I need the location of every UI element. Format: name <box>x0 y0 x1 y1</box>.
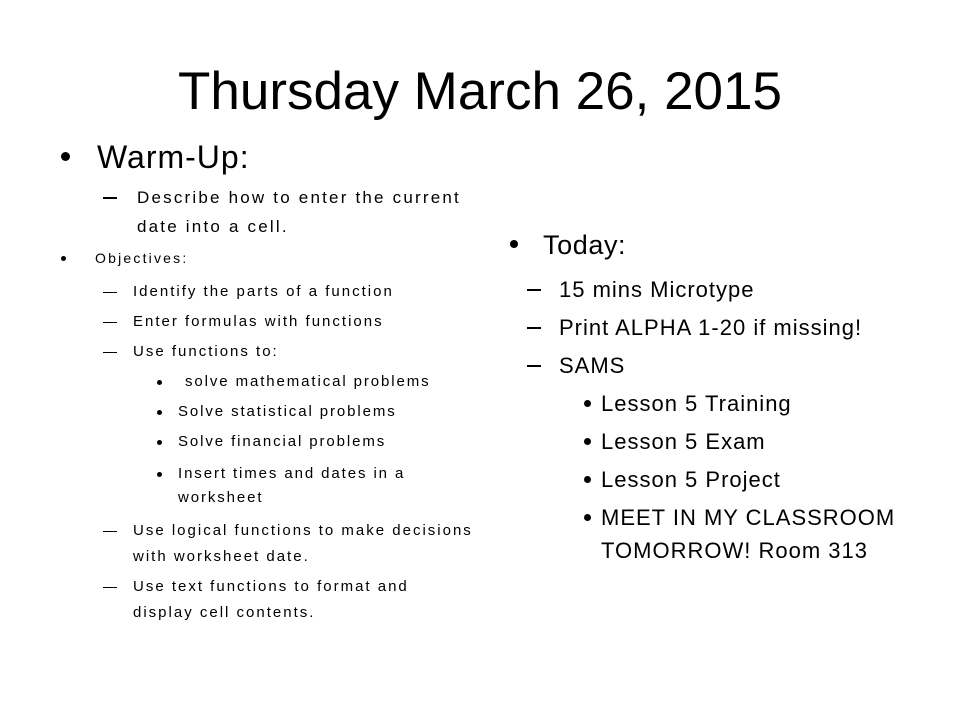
today-bullet <box>480 227 950 263</box>
warm-up-item <box>0 183 490 241</box>
today-sub-item <box>480 425 950 458</box>
bullet-marker <box>584 438 591 445</box>
item-line: Insert times and dates in a <box>178 465 406 482</box>
dash-marker <box>103 197 117 199</box>
today-item <box>480 311 950 344</box>
bullet-marker <box>157 380 162 385</box>
item-line: Solve financial problems <box>178 433 387 450</box>
item-line: Lesson 5 Training <box>601 390 792 416</box>
today-item <box>480 349 950 382</box>
objective-item <box>0 518 490 570</box>
item-line: Use logical functions to make decisions <box>133 522 473 539</box>
item-line: worksheet <box>178 489 264 506</box>
bullet-marker <box>584 476 591 483</box>
item-line: Use text functions to format and <box>133 578 409 595</box>
bullet-marker <box>61 152 70 161</box>
today-item <box>480 273 950 306</box>
today-sub-item <box>480 387 950 420</box>
item-line: date into a cell. <box>137 216 289 236</box>
bullet-marker <box>584 514 591 521</box>
objective-sub-item <box>0 370 490 394</box>
item-line: Print ALPHA 1-20 if missing! <box>559 314 863 340</box>
dash-marker <box>103 322 117 324</box>
bullet-marker <box>157 440 162 445</box>
item-line: SAMS <box>559 352 626 378</box>
dash-marker <box>103 352 117 354</box>
dash-marker <box>527 289 541 291</box>
bullet-marker <box>584 400 591 407</box>
warm-up-heading: Warm-Up: <box>97 139 250 175</box>
item-line: TOMORROW! Room 313 <box>601 537 868 563</box>
dash-marker <box>103 587 117 589</box>
item-line: Describe how to enter the current <box>137 187 461 207</box>
warm-up-bullet <box>0 138 490 176</box>
bullet-marker <box>157 472 162 477</box>
item-line: Use functions to: <box>133 343 279 360</box>
right-content-column <box>480 227 950 567</box>
item-line: Lesson 5 Exam <box>601 428 766 454</box>
left-content-column <box>0 138 490 626</box>
objectives-bullet <box>0 246 490 270</box>
item-line: MEET IN MY CLASSROOM <box>601 504 896 530</box>
slide-title: Thursday March 26, 2015 <box>178 62 782 121</box>
dash-marker <box>527 327 541 329</box>
item-line: Lesson 5 Project <box>601 466 781 492</box>
item-line: solve mathematical problems <box>185 373 431 390</box>
objective-sub-item <box>0 400 490 424</box>
bullet-marker <box>61 256 66 261</box>
today-sub-item <box>480 501 950 567</box>
dash-marker <box>103 292 117 294</box>
bullet-marker <box>510 240 518 248</box>
dash-marker <box>527 365 541 367</box>
item-line: with worksheet date. <box>133 548 310 565</box>
objective-item <box>0 310 490 334</box>
item-line: 15 mins Microtype <box>559 276 755 302</box>
dash-marker <box>103 531 117 533</box>
objective-item <box>0 340 490 364</box>
bullet-marker <box>157 410 162 415</box>
objective-item <box>0 280 490 304</box>
today-heading: Today: <box>543 230 627 260</box>
item-line: Identify the parts of a function <box>133 283 394 300</box>
item-line: Solve statistical problems <box>178 403 397 420</box>
objective-sub-item <box>0 430 490 454</box>
item-line: display cell contents. <box>133 604 316 621</box>
objectives-heading: Objectives: <box>95 250 189 266</box>
objective-item <box>0 574 490 626</box>
item-line: Enter formulas with functions <box>133 313 384 330</box>
today-sub-item <box>480 463 950 496</box>
objective-sub-item <box>0 462 490 510</box>
